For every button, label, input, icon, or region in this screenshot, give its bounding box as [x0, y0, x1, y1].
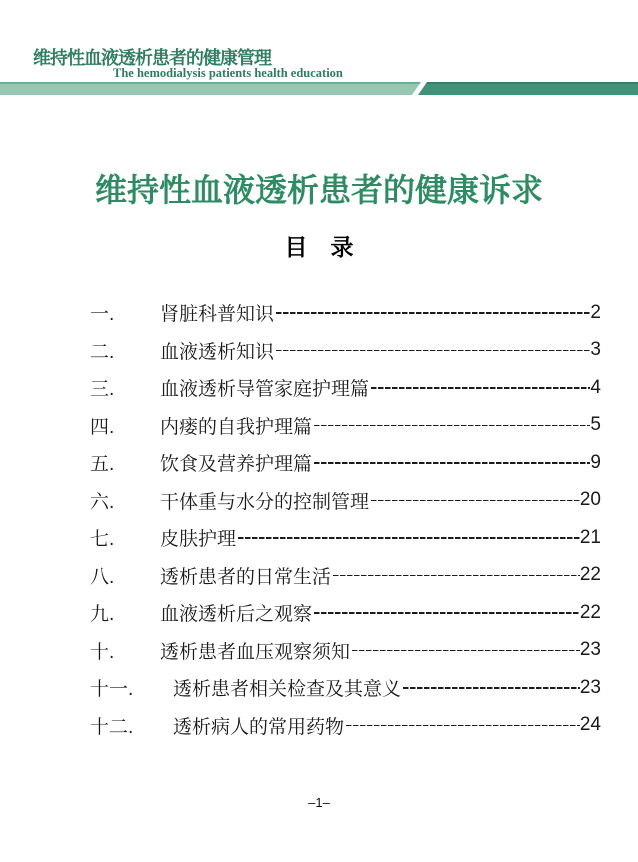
page-number: –1– — [308, 795, 330, 810]
toc-item-page: 24 — [579, 714, 601, 736]
toc-item-page: 2 — [590, 301, 601, 323]
toc-list — [90, 294, 601, 744]
header-banner — [0, 82, 638, 95]
toc-item-label: 血液透析导管家庭护理篇 — [160, 379, 370, 401]
toc-item-number: 十. — [90, 641, 115, 663]
toc-leader-line — [371, 500, 580, 502]
toc-item-label: 透析患者血压观察须知 — [160, 641, 351, 663]
toc-item-page: 5 — [590, 414, 601, 436]
toc-leader-line — [314, 425, 590, 427]
toc-item-page: 9 — [590, 451, 601, 473]
toc-leader-line — [276, 350, 590, 352]
toc-item-number: 一. — [90, 304, 115, 326]
toc-item-label: 透析患者相关检查及其意义 — [173, 679, 402, 701]
toc-item — [90, 632, 601, 670]
toc-item-number: 八. — [90, 566, 115, 588]
toc-item-number: 二. — [90, 341, 115, 363]
toc-item-number: 五. — [90, 454, 115, 476]
toc-item-page: 23 — [579, 639, 601, 661]
toc-item-number: 十二. — [90, 716, 134, 738]
toc-item-page: 22 — [579, 564, 601, 586]
toc-item — [90, 519, 601, 557]
header-title: 维持性血液透析患者的健康管理 — [33, 48, 271, 68]
toc-item-label: 透析患者的日常生活 — [160, 566, 332, 588]
toc-leader-line — [352, 650, 580, 652]
toc-item — [90, 557, 601, 595]
toc-item-page: 3 — [590, 339, 601, 361]
toc-item-label: 肾脏科普知识 — [160, 304, 275, 326]
toc-item-page: 21 — [579, 526, 601, 548]
toc-item-page: 4 — [590, 376, 601, 398]
toc-item-label: 皮肤护理 — [160, 529, 237, 551]
toc-leader-line — [333, 575, 580, 577]
toc-item — [90, 332, 601, 370]
toc-leader-line — [314, 612, 580, 614]
toc-item — [90, 369, 601, 407]
toc-item-number: 四. — [90, 416, 115, 438]
toc-item — [90, 407, 601, 445]
toc-item-label: 干体重与水分的控制管理 — [160, 491, 370, 513]
banner-light-segment — [0, 82, 421, 95]
toc-item — [90, 482, 601, 520]
main-title: 维持性血液透析患者的健康诉求 — [94, 172, 543, 208]
toc-item — [90, 594, 601, 632]
toc-item-page: 22 — [579, 601, 601, 623]
toc-item — [90, 444, 601, 482]
toc-item-number: 三. — [90, 379, 115, 401]
toc-item-number: 九. — [90, 604, 115, 626]
toc-item-label: 透析病人的常用药物 — [173, 716, 345, 738]
toc-item-number: 六. — [90, 491, 115, 513]
toc-item-label: 饮食及营养护理篇 — [160, 454, 313, 476]
toc-item-number: 七. — [90, 529, 115, 551]
banner-dark-segment — [413, 82, 638, 95]
toc-item — [90, 707, 601, 745]
toc-item-label: 血液透析知识 — [160, 341, 275, 363]
toc-leader-line — [371, 387, 590, 389]
toc-item-page: 23 — [579, 676, 601, 698]
toc-item-number: 十一. — [90, 679, 134, 701]
toc-item — [90, 294, 601, 332]
toc-leader-line — [314, 462, 590, 464]
toc-heading: 目 录 — [284, 234, 354, 260]
toc-item-label: 血液透析后之观察 — [160, 604, 313, 626]
toc-leader-line — [238, 537, 580, 539]
toc-leader-line — [403, 687, 580, 689]
toc-leader-line — [346, 725, 580, 727]
toc-item — [90, 669, 601, 707]
toc-item-label: 内瘘的自我护理篇 — [160, 416, 313, 438]
header-subtitle: The hemodialysis patients health education — [113, 66, 343, 80]
toc-item-page: 20 — [579, 489, 601, 511]
toc-leader-line — [276, 312, 590, 314]
